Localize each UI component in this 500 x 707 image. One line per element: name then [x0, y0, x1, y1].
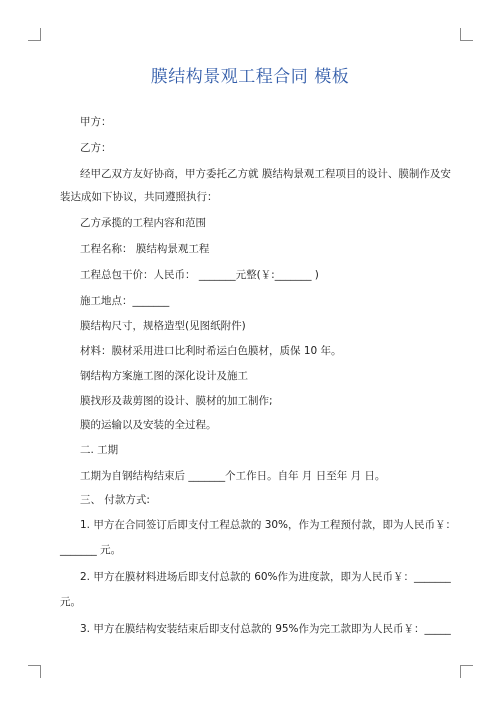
site-location-line: 施工地点：_______ [80, 295, 170, 307]
membrane-size-line: 膜结构尺寸，规格造型(见图纸附件) [80, 320, 246, 332]
section-scope-heading: 乙方承揽的工程内容和范围 [80, 217, 206, 229]
crop-mark-bottom-right [460, 665, 473, 678]
steel-structure-line: 钢结构方案施工图的深化设计及施工 [80, 370, 248, 382]
payment-item-1-line-2: _______ 元。 [60, 544, 122, 556]
transport-install-line: 膜的运输以及安装的全过程。 [80, 419, 217, 431]
crop-mark-top-right [460, 28, 473, 41]
membrane-design-line: 膜找形及裁剪图的设计、膜材的加工制作; [80, 395, 273, 407]
party-b-line: 乙方： [80, 142, 112, 154]
preamble-line-1: 经甲乙双方友好协商，甲方委托乙方就 膜结构景观工程项目的设计、膜制作及安 [80, 168, 451, 180]
crop-mark-top-left [28, 28, 41, 41]
preamble-line-2: 装达成如下协议，共同遵照执行： [60, 191, 218, 203]
payment-item-3-line-1: 3. 甲方在膜结构安装结束后即支付总款的 95%作为完工款即为人民币￥：_____ [80, 623, 451, 635]
project-name-line: 工程名称： 膜结构景观工程 [80, 243, 210, 255]
crop-mark-bottom-left [28, 665, 41, 678]
section-payment-heading: 三、 付款方式: [80, 494, 150, 506]
section-schedule-heading: 二. 工期 [80, 444, 119, 456]
party-a-line: 甲方： [80, 116, 112, 128]
payment-item-2-line-2: 元。 [60, 596, 81, 608]
schedule-line: 工期为自钢结构结束后 _______个工作日。自年 月 日至年 月 日。 [80, 470, 386, 482]
material-line: 材料：膜材采用进口比利时希运白色膜材，质保 10 年。 [80, 345, 342, 357]
total-price-line: 工程总包干价：人民币： _______元整(￥:_______ ) [80, 269, 319, 281]
payment-item-2-line-1: 2. 甲方在膜材料进场后即支付总款的 60%作为进度款，即为人民币￥：_______ [80, 571, 451, 583]
payment-item-1-line-1: 1. 甲方在合同签订后即支付工程总款的 30%，作为工程预付款，即为人民币￥： [80, 519, 457, 531]
document-title: 膜结构景观工程合同 模板 [150, 67, 350, 87]
